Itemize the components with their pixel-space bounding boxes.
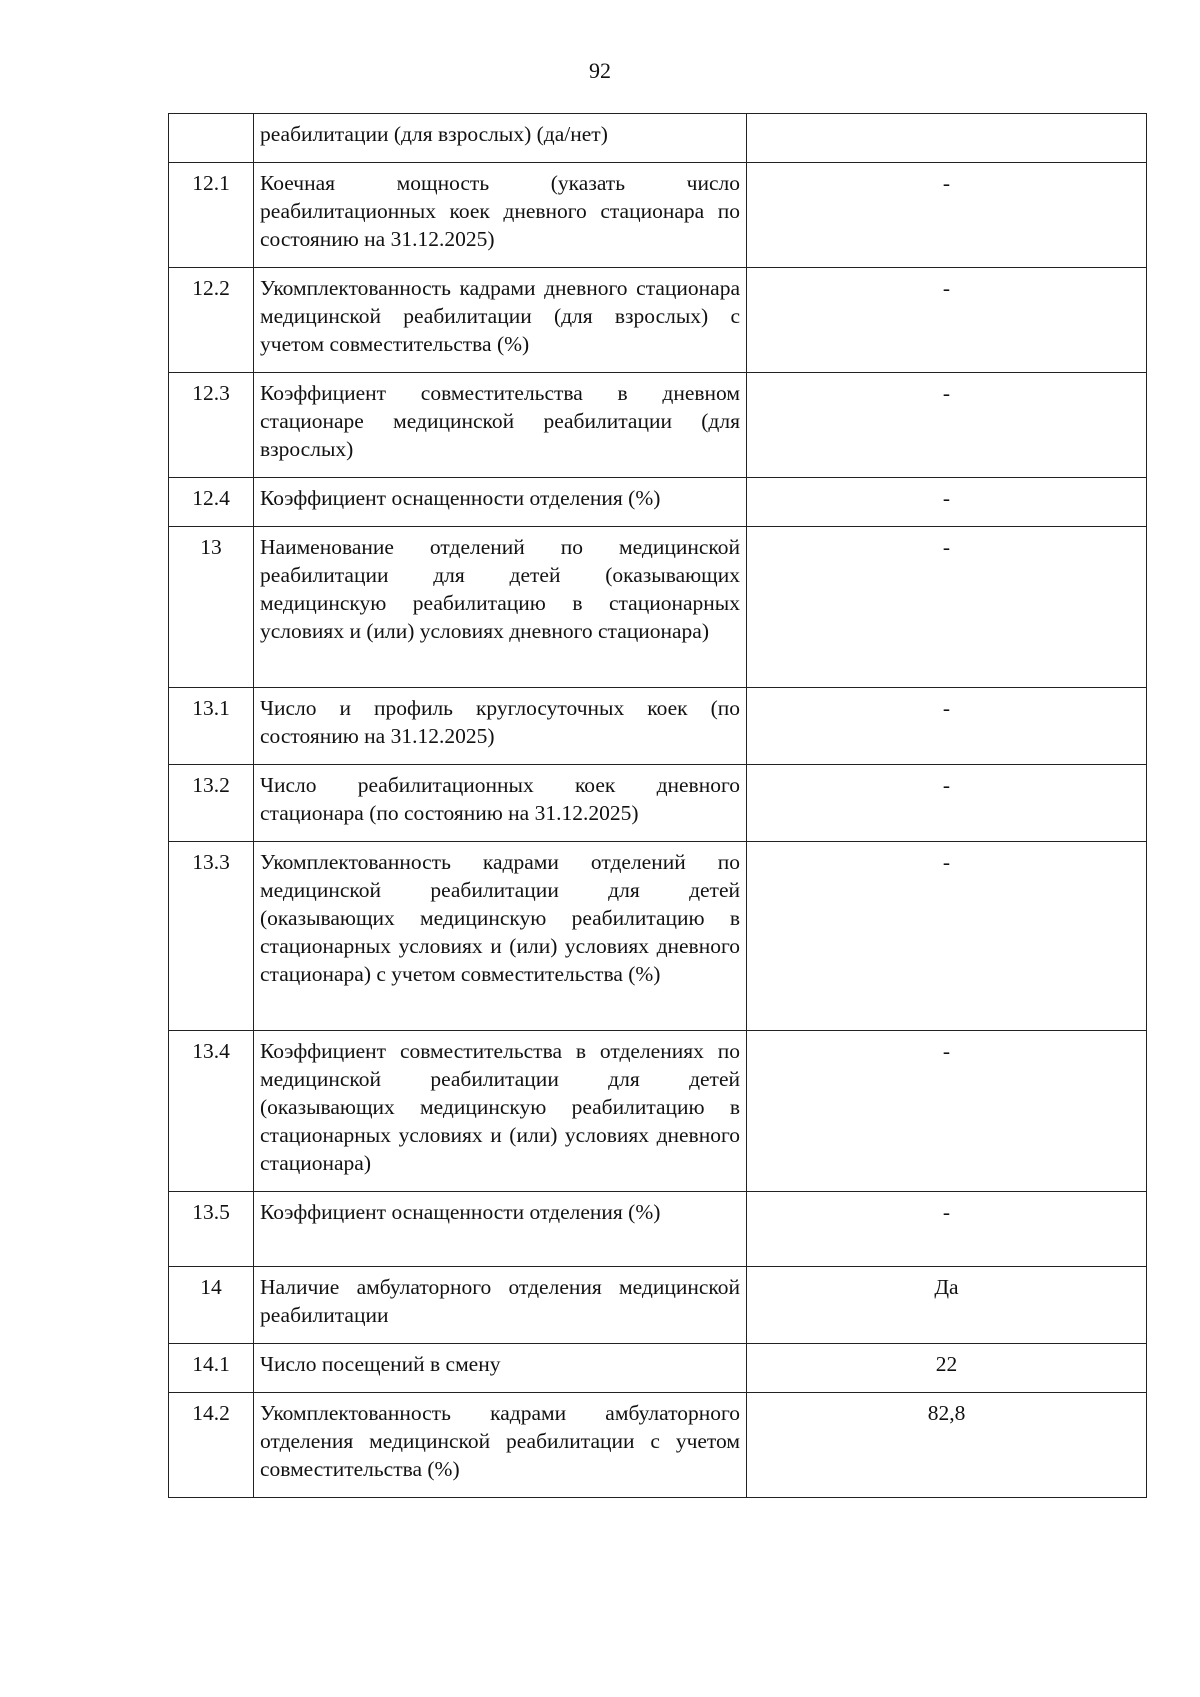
row-indicator: Наименование отделений по медицинской реабилитации для детей (оказывающих медицинскую реабилитацию в стационарных условиях и (или) условиях дневного стационара)	[254, 527, 747, 688]
row-number	[169, 114, 254, 163]
row-value: -	[747, 688, 1147, 765]
row-value: Да	[747, 1267, 1147, 1344]
row-indicator: Укомплектованность кадрами дневного стационара медицинской реабилитации (для взрослых) с учетом совместительства (%)	[254, 268, 747, 373]
row-number: 13.5	[169, 1192, 254, 1267]
row-value	[747, 114, 1147, 163]
row-value: -	[747, 478, 1147, 527]
row-number: 12.3	[169, 373, 254, 478]
row-number: 14.2	[169, 1393, 254, 1498]
table-row	[169, 478, 1147, 527]
table-row	[169, 1267, 1147, 1344]
row-number: 14.1	[169, 1344, 254, 1393]
row-value: -	[747, 268, 1147, 373]
row-indicator: Укомплектованность кадрами амбулаторного отделения медицинской реабилитации с учетом совместительства (%)	[254, 1393, 747, 1498]
row-value: -	[747, 765, 1147, 842]
row-value: -	[747, 527, 1147, 688]
row-indicator: Число и профиль круглосуточных коек (по состоянию на 31.12.2025)	[254, 688, 747, 765]
row-indicator: Коэффициент оснащенности отделения (%)	[254, 1192, 747, 1267]
table-row	[169, 842, 1147, 1031]
row-indicator: Число посещений в смену	[254, 1344, 747, 1393]
row-indicator: Коэффициент совместительства в отделениях по медицинской реабилитации для детей (оказывающих медицинскую реабилитацию в стационарных условиях и (или) условиях дневного стационара)	[254, 1031, 747, 1192]
table-row	[169, 268, 1147, 373]
row-number: 13	[169, 527, 254, 688]
row-value: -	[747, 842, 1147, 1031]
row-value: -	[747, 373, 1147, 478]
row-number: 14	[169, 1267, 254, 1344]
table-row	[169, 765, 1147, 842]
table-row	[169, 1344, 1147, 1393]
row-indicator: Коэффициент оснащенности отделения (%)	[254, 478, 747, 527]
row-number: 12.1	[169, 163, 254, 268]
row-value: -	[747, 1192, 1147, 1267]
table-row	[169, 527, 1147, 688]
row-number: 12.2	[169, 268, 254, 373]
row-number: 13.1	[169, 688, 254, 765]
row-indicator: Число реабилитационных коек дневного стационара (по состоянию на 31.12.2025)	[254, 765, 747, 842]
row-value: -	[747, 1031, 1147, 1192]
row-value: 22	[747, 1344, 1147, 1393]
row-indicator: реабилитации (для взрослых) (да/нет)	[254, 114, 747, 163]
table-row	[169, 1192, 1147, 1267]
table-row	[169, 114, 1147, 163]
row-value: -	[747, 163, 1147, 268]
row-number: 13.4	[169, 1031, 254, 1192]
table-row	[169, 1393, 1147, 1498]
row-indicator: Коэффициент совместительства в дневном стационаре медицинской реабилитации (для взрослых)	[254, 373, 747, 478]
row-indicator: Наличие амбулаторного отделения медицинской реабилитации	[254, 1267, 747, 1344]
table-row	[169, 1031, 1147, 1192]
row-number: 13.3	[169, 842, 254, 1031]
row-number: 13.2	[169, 765, 254, 842]
row-value: 82,8	[747, 1393, 1147, 1498]
table-row	[169, 163, 1147, 268]
indicators-table	[168, 113, 1147, 1498]
table-row	[169, 373, 1147, 478]
page-number: 92	[589, 58, 611, 83]
row-indicator: Укомплектованность кадрами отделений по медицинской реабилитации для детей (оказывающих медицинскую реабилитацию в стационарных условиях и (или) условиях дневного стационара) с учетом совместительства (%)	[254, 842, 747, 1031]
table-row	[169, 688, 1147, 765]
row-number: 12.4	[169, 478, 254, 527]
row-indicator: Коечная мощность (указать число реабилитационных коек дневного стационара по состоянию на 31.12.2025)	[254, 163, 747, 268]
